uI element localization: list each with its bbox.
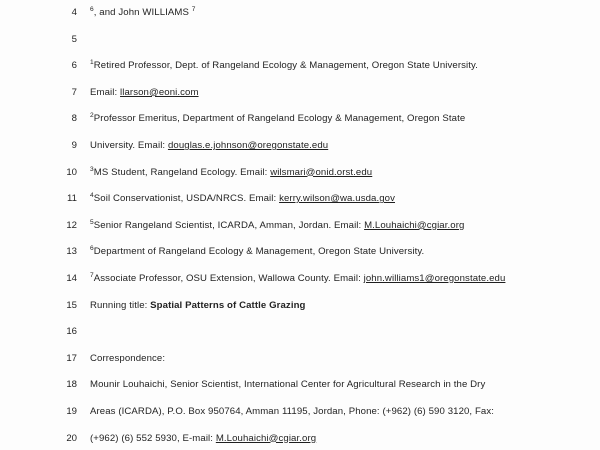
document-body — [0, 7, 600, 450]
line-content — [90, 113, 465, 125]
email-link[interactable]: douglas.e.johnson@oregonstate.edu — [167, 139, 329, 151]
line-text: Associate Professor, OSU Extension, Wallowa County. Email: — [93, 272, 364, 284]
footnote-superscript: 2 — [90, 112, 94, 120]
document-line — [0, 34, 600, 61]
footnote-superscript: 6 — [90, 245, 94, 253]
line-content — [90, 193, 395, 205]
line-text: Areas (ICARDA), P.O. Box 950764, Amman 11195, Jordan, Phone: (+962) (6) 590 3120, Fax: — [90, 405, 495, 417]
line-content — [90, 433, 316, 445]
document-line — [0, 353, 600, 380]
document-line — [0, 140, 600, 167]
footnote-superscript: 7 — [191, 5, 196, 13]
line-number: 10 — [66, 166, 77, 178]
document-line — [0, 406, 600, 433]
document-line — [0, 326, 600, 353]
line-text: Department of Rangeland Ecology & Management, Oregon State University. — [93, 246, 425, 258]
email-link[interactable]: M.Louhaichi@cgiar.org — [215, 432, 317, 444]
line-number: 18 — [66, 379, 77, 391]
line-text: (+962) (6) 552 5930, E-mail: — [90, 432, 216, 444]
email-link[interactable]: llarson@eoni.com — [120, 86, 199, 98]
line-text: , and John WILLIAMS — [93, 7, 192, 18]
running-title-bold: Spatial Patterns of Cattle Grazing — [150, 299, 306, 311]
email-link[interactable]: kerry.wilson@wa.usda.gov — [279, 193, 395, 205]
line-number: 13 — [66, 246, 77, 258]
document-line — [0, 87, 600, 114]
document-line — [0, 193, 600, 220]
document-line — [0, 220, 600, 247]
line-content — [90, 60, 478, 72]
line-content — [90, 353, 165, 365]
line-text: Soil Conservationist, USDA/NRCS. Email: — [93, 193, 280, 205]
line-number: 9 — [71, 139, 77, 151]
line-text: Running title: — [90, 299, 151, 311]
document-line — [0, 60, 600, 87]
footnote-superscript: 3 — [90, 165, 94, 173]
line-content — [90, 406, 494, 418]
line-number: 15 — [66, 299, 77, 311]
email-link[interactable]: john.williams1@oregonstate.edu — [363, 272, 506, 284]
line-number: 19 — [66, 405, 77, 417]
document-line — [0, 273, 600, 300]
line-number: 6 — [71, 60, 77, 72]
line-content — [90, 220, 464, 232]
footnote-superscript: 1 — [90, 59, 94, 66]
line-number: 14 — [66, 272, 77, 284]
line-content — [90, 379, 485, 391]
line-text: Senior Rangeland Scientist, ICARDA, Amman, Jordan. Email: — [93, 219, 365, 231]
line-text: Email: — [90, 86, 121, 98]
line-number: 11 — [67, 193, 77, 205]
document-line — [0, 300, 600, 327]
line-content — [90, 87, 199, 99]
document-line — [0, 246, 600, 273]
footnote-superscript: 5 — [90, 218, 94, 226]
line-content — [90, 7, 196, 19]
line-text: Professor Emeritus, Department of Rangeland Ecology & Management, Oregon State — [93, 113, 466, 125]
line-text: Mounir Louhaichi, Senior Scientist, International Center for Agricultural Research in the Dry — [90, 379, 486, 391]
line-content — [90, 140, 328, 152]
email-link[interactable]: M.Louhaichi@cgiar.org — [364, 219, 465, 231]
line-content — [90, 246, 424, 258]
line-number: 20 — [66, 432, 77, 444]
document-line — [0, 379, 600, 406]
line-content — [90, 273, 505, 285]
email-link[interactable]: wilsmari@onid.orst.edu — [270, 166, 373, 178]
footnote-superscript: 4 — [90, 191, 94, 199]
line-content — [90, 300, 306, 312]
line-text: Correspondence: — [90, 352, 166, 364]
line-number: 8 — [71, 113, 77, 125]
line-number: 5 — [71, 33, 77, 45]
line-text: University. Email: — [90, 139, 168, 151]
line-text: Retired Professor, Dept. of Rangeland Ecology & Management, Oregon State University. — [93, 60, 478, 72]
document-line — [0, 167, 600, 194]
line-number: 7 — [71, 86, 77, 98]
line-number: 17 — [66, 352, 77, 364]
footnote-superscript: 7 — [90, 271, 94, 279]
line-text: MS Student, Rangeland Ecology. Email: — [93, 166, 271, 178]
footnote-superscript: 6 — [90, 5, 94, 13]
document-line — [0, 113, 600, 140]
line-number: 12 — [66, 219, 77, 231]
line-number: 4 — [71, 7, 77, 18]
line-number: 16 — [66, 326, 77, 338]
line-content — [90, 167, 372, 179]
document-line — [0, 433, 600, 450]
document-line — [0, 7, 600, 34]
